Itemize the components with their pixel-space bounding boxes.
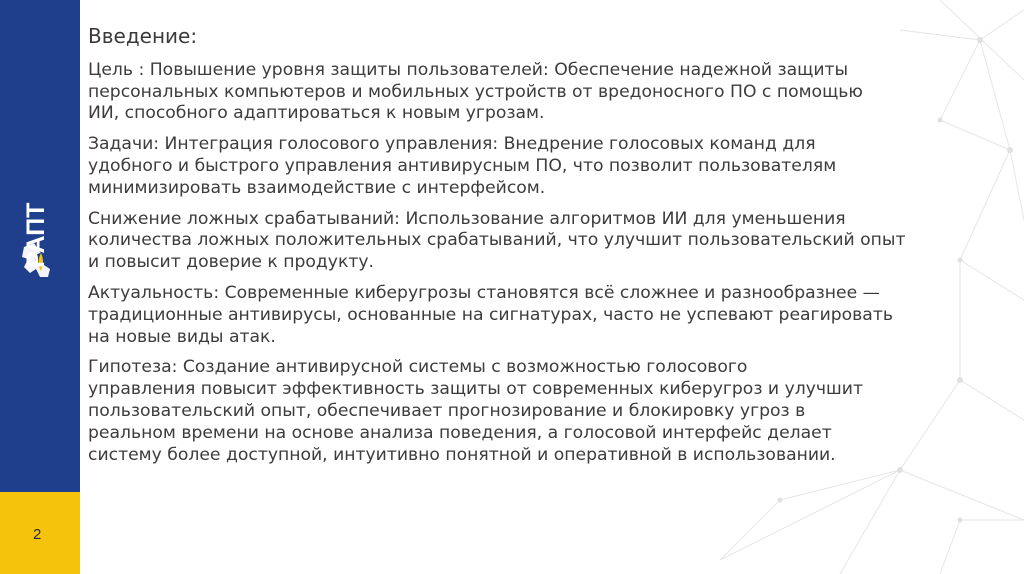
paragraph-hypothesis: Гипотеза: Создание антивирусной системы с возможностью голосового управления повысит эффективность защиты от современных киберугроз и улучшит пользовательский опыт, обеспечивает прогнозирование и блокировку угроз в реальном времени на основе анализа поведения, а голосовой интерфейс делает систему более доступной, интуитивно понятной и оперативной в использовании. [88, 357, 863, 465]
paragraph-false-positives: Снижение ложных срабатываний: Использование алгоритмов ИИ для уменьшения количества ложных положительных срабатываний, что улучшит пользовательский опыт и повысит доверие к продукту. [88, 208, 906, 273]
paragraph-goal: Цель : Повышение уровня защиты пользователей: Обеспечение надежной защиты персональных компьютеров и мобильных устройств от вредоносного ПО с помощью ИИ, способного адаптироваться к новым угрозам. [88, 59, 863, 124]
slide-content [88, 26, 958, 475]
paragraph-tasks: Задачи: Интеграция голосового управления: Внедрение голосовых команд для удобного и быстрого управления антивирусным ПО, что позволит пользователям минимизировать взаимодействие с интерфейсом. [88, 134, 837, 198]
slide-title: Введение: [88, 24, 198, 48]
paragraph-relevance: Актуальность: Современные киберугрозы становятся всё сложнее и разнообразнее — традиционные антивирусы, основанные на сигнатурах, часто не успевают реагировать на новые виды атак. [88, 282, 893, 347]
page-number: 2 [33, 526, 42, 543]
logo-text: РАПТ [22, 202, 50, 268]
